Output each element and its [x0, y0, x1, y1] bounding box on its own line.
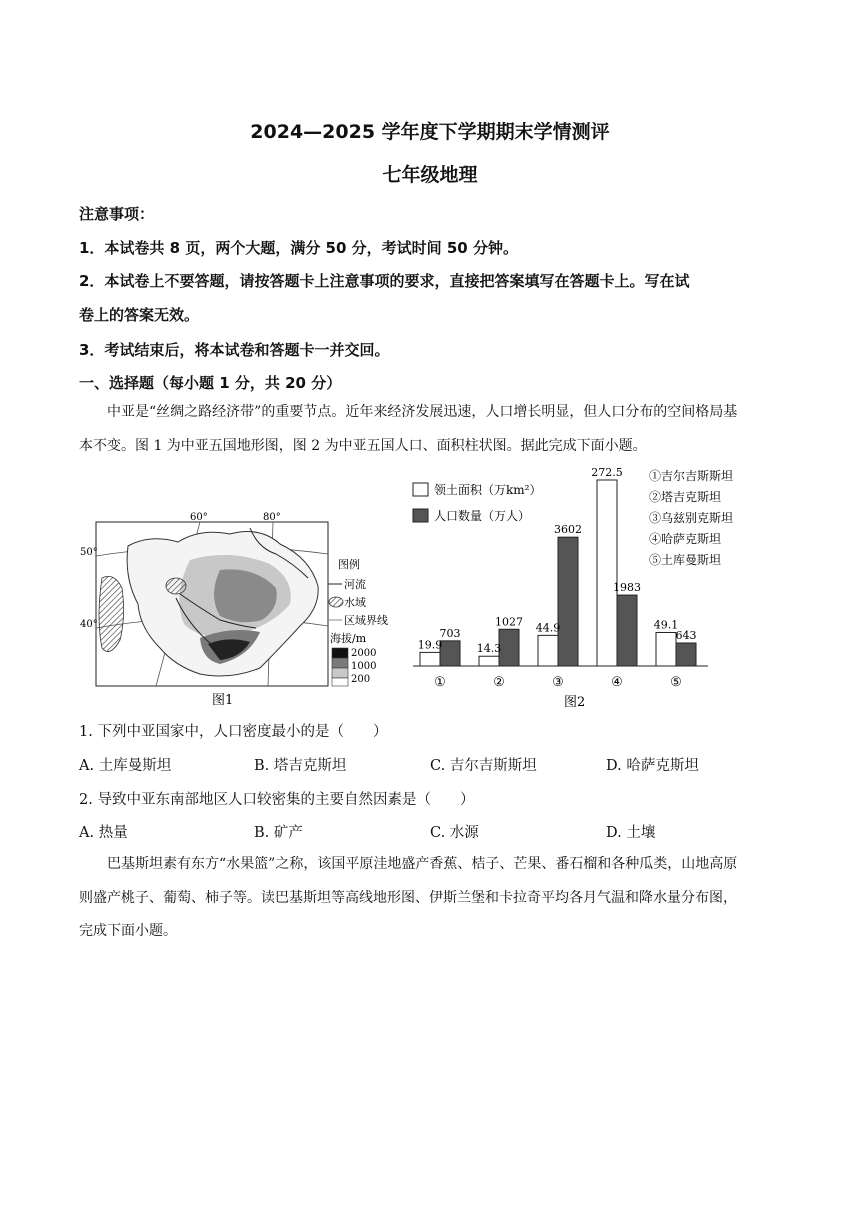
notice-heading: 注意事项：: [79, 205, 155, 223]
lat-label-50: 50°: [80, 547, 98, 558]
q2-option-b[interactable]: B. 矿产: [254, 825, 303, 841]
country-key-5: ⑤土库曼斯坦: [649, 553, 722, 567]
bar-area-1: [420, 652, 440, 666]
notice-item-1: 1．本试卷共 8 页，两个大题，满分 50 分，考试时间 50 分钟。: [79, 239, 518, 257]
category-label-2: ②: [493, 675, 505, 690]
category-label-5: ⑤: [670, 675, 682, 690]
q2-option-a[interactable]: A. 热量: [79, 825, 128, 841]
chart-caption: 图2: [564, 695, 586, 710]
bar-pop-4: [617, 595, 637, 666]
country-key-3: ③乌兹别克斯坦: [649, 511, 734, 525]
label-pop-1: 703: [439, 626, 461, 640]
bar-pop-2: [499, 629, 519, 666]
country-key-2: ②塔吉克斯坦: [649, 490, 722, 504]
label-pop-3: 3602: [554, 523, 582, 537]
legend-water-label: 水域: [344, 596, 366, 609]
legend-pop-label: 人口数量（万人）: [434, 509, 531, 523]
q1-option-a[interactable]: A. 土库曼斯坦: [79, 758, 172, 774]
label-pop-5: 643: [675, 629, 697, 643]
lat-label-40: 40°: [80, 619, 98, 630]
legend-water-swatch: [329, 597, 343, 607]
legend-1000-swatch: [332, 658, 348, 668]
section-heading: 一、选择题（每小题 1 分，共 20 分）: [79, 374, 342, 392]
notice-item-3: 3．考试结束后，将本试卷和答题卡一并交回。: [79, 341, 390, 359]
legend-pop-swatch: [413, 509, 428, 522]
bar-area-5: [656, 632, 676, 666]
q2-stem: 2. 导致中亚东南部地区人口较密集的主要自然因素是（ ）: [79, 792, 475, 808]
q1-option-b[interactable]: B. 塔吉克斯坦: [254, 758, 347, 774]
bar-pop-3: [558, 537, 578, 666]
legend-elevation-title: 海拔/m: [330, 632, 367, 645]
bar-area-4: [597, 480, 617, 666]
aral-sea: [166, 578, 186, 594]
notice-item-2-line1: 2．本试卷上不要答题，请按答题卡上注意事项的要求，直接把答案填写在答题卡上。写在试: [79, 272, 690, 290]
label-area-4: 272.5: [591, 466, 623, 479]
exam-subtitle: 七年级地理: [382, 164, 478, 186]
passage2-line-1: 巴基斯坦素有东方“水果篮”之称，该国平原洼地盛产香蕉、桔子、芒果、番石榴和各种瓜类，山地高原: [107, 856, 738, 872]
q1-option-d[interactable]: D. 哈萨克斯坦: [606, 758, 699, 774]
lon-label-80: 80°: [263, 512, 281, 523]
exam-title: 2024—2025 学年度下学期期末学情测评: [250, 121, 610, 143]
legend-title: 图例: [338, 558, 360, 571]
bar-area-2: [479, 656, 499, 666]
intro-line-1: 中亚是“丝绸之路经济带”的重要节点。近年来经济发展迅速，人口增长明显，但人口分布的空间格局基: [107, 404, 738, 420]
legend-area-label: 领土面积（万km²）: [434, 483, 542, 497]
legend-200-swatch: [332, 668, 348, 678]
q1-option-c[interactable]: C. 吉尔吉斯斯坦: [430, 758, 537, 774]
legend-2000-label: 2000: [351, 648, 377, 659]
legend-border-label: 区域界线: [344, 614, 388, 627]
map-caption: 图1: [212, 693, 234, 708]
bar-area-3: [538, 635, 558, 666]
q2-option-c[interactable]: C. 水源: [430, 825, 479, 841]
q1-stem: 1. 下列中亚国家中，人口密度最小的是（ ）: [79, 724, 388, 740]
label-area-1: 19.9: [417, 638, 443, 652]
q2-option-d[interactable]: D. 土壤: [606, 825, 656, 841]
legend-1000-label: 1000: [351, 661, 377, 672]
notice-item-2-line2: 卷上的答案无效。: [79, 306, 200, 324]
lon-label-60: 60°: [190, 512, 208, 523]
country-key-1: ①吉尔吉斯斯坦: [649, 469, 734, 483]
intro-line-2: 本不变。图 1 为中亚五国地形图，图 2 为中亚五国人口、面积柱状图。据此完成下面小题。: [79, 438, 647, 454]
category-label-3: ③: [552, 675, 564, 690]
category-label-4: ④: [611, 675, 623, 690]
bar-pop-5: [676, 643, 696, 666]
label-pop-2: 1027: [495, 615, 523, 629]
country-key-4: ④哈萨克斯坦: [649, 532, 722, 546]
label-area-3: 44.9: [535, 621, 561, 635]
legend-river-label: 河流: [344, 578, 366, 591]
label-pop-4: 1983: [613, 581, 641, 595]
bar-pop-1: [440, 641, 460, 666]
legend-200-label: 200: [351, 674, 371, 685]
population-area-bar-chart: [408, 466, 783, 714]
category-label-1: ①: [434, 675, 446, 690]
caspian-sea: [99, 576, 124, 651]
label-area-5: 49.1: [653, 618, 679, 632]
legend-2000-swatch: [332, 648, 348, 658]
label-area-2: 14.3: [476, 642, 502, 656]
passage2-line-2: 则盛产桃子、葡萄、柿子等。读巴基斯坦等高线地形图、伊斯兰堡和卡拉奇平均各月气温和降水量分布图，: [79, 890, 737, 906]
passage2-line-3: 完成下面小题。: [79, 923, 177, 939]
central-asia-terrain-map: [80, 508, 410, 708]
legend-lowland-swatch: [332, 678, 348, 686]
legend-area-swatch: [413, 483, 428, 496]
